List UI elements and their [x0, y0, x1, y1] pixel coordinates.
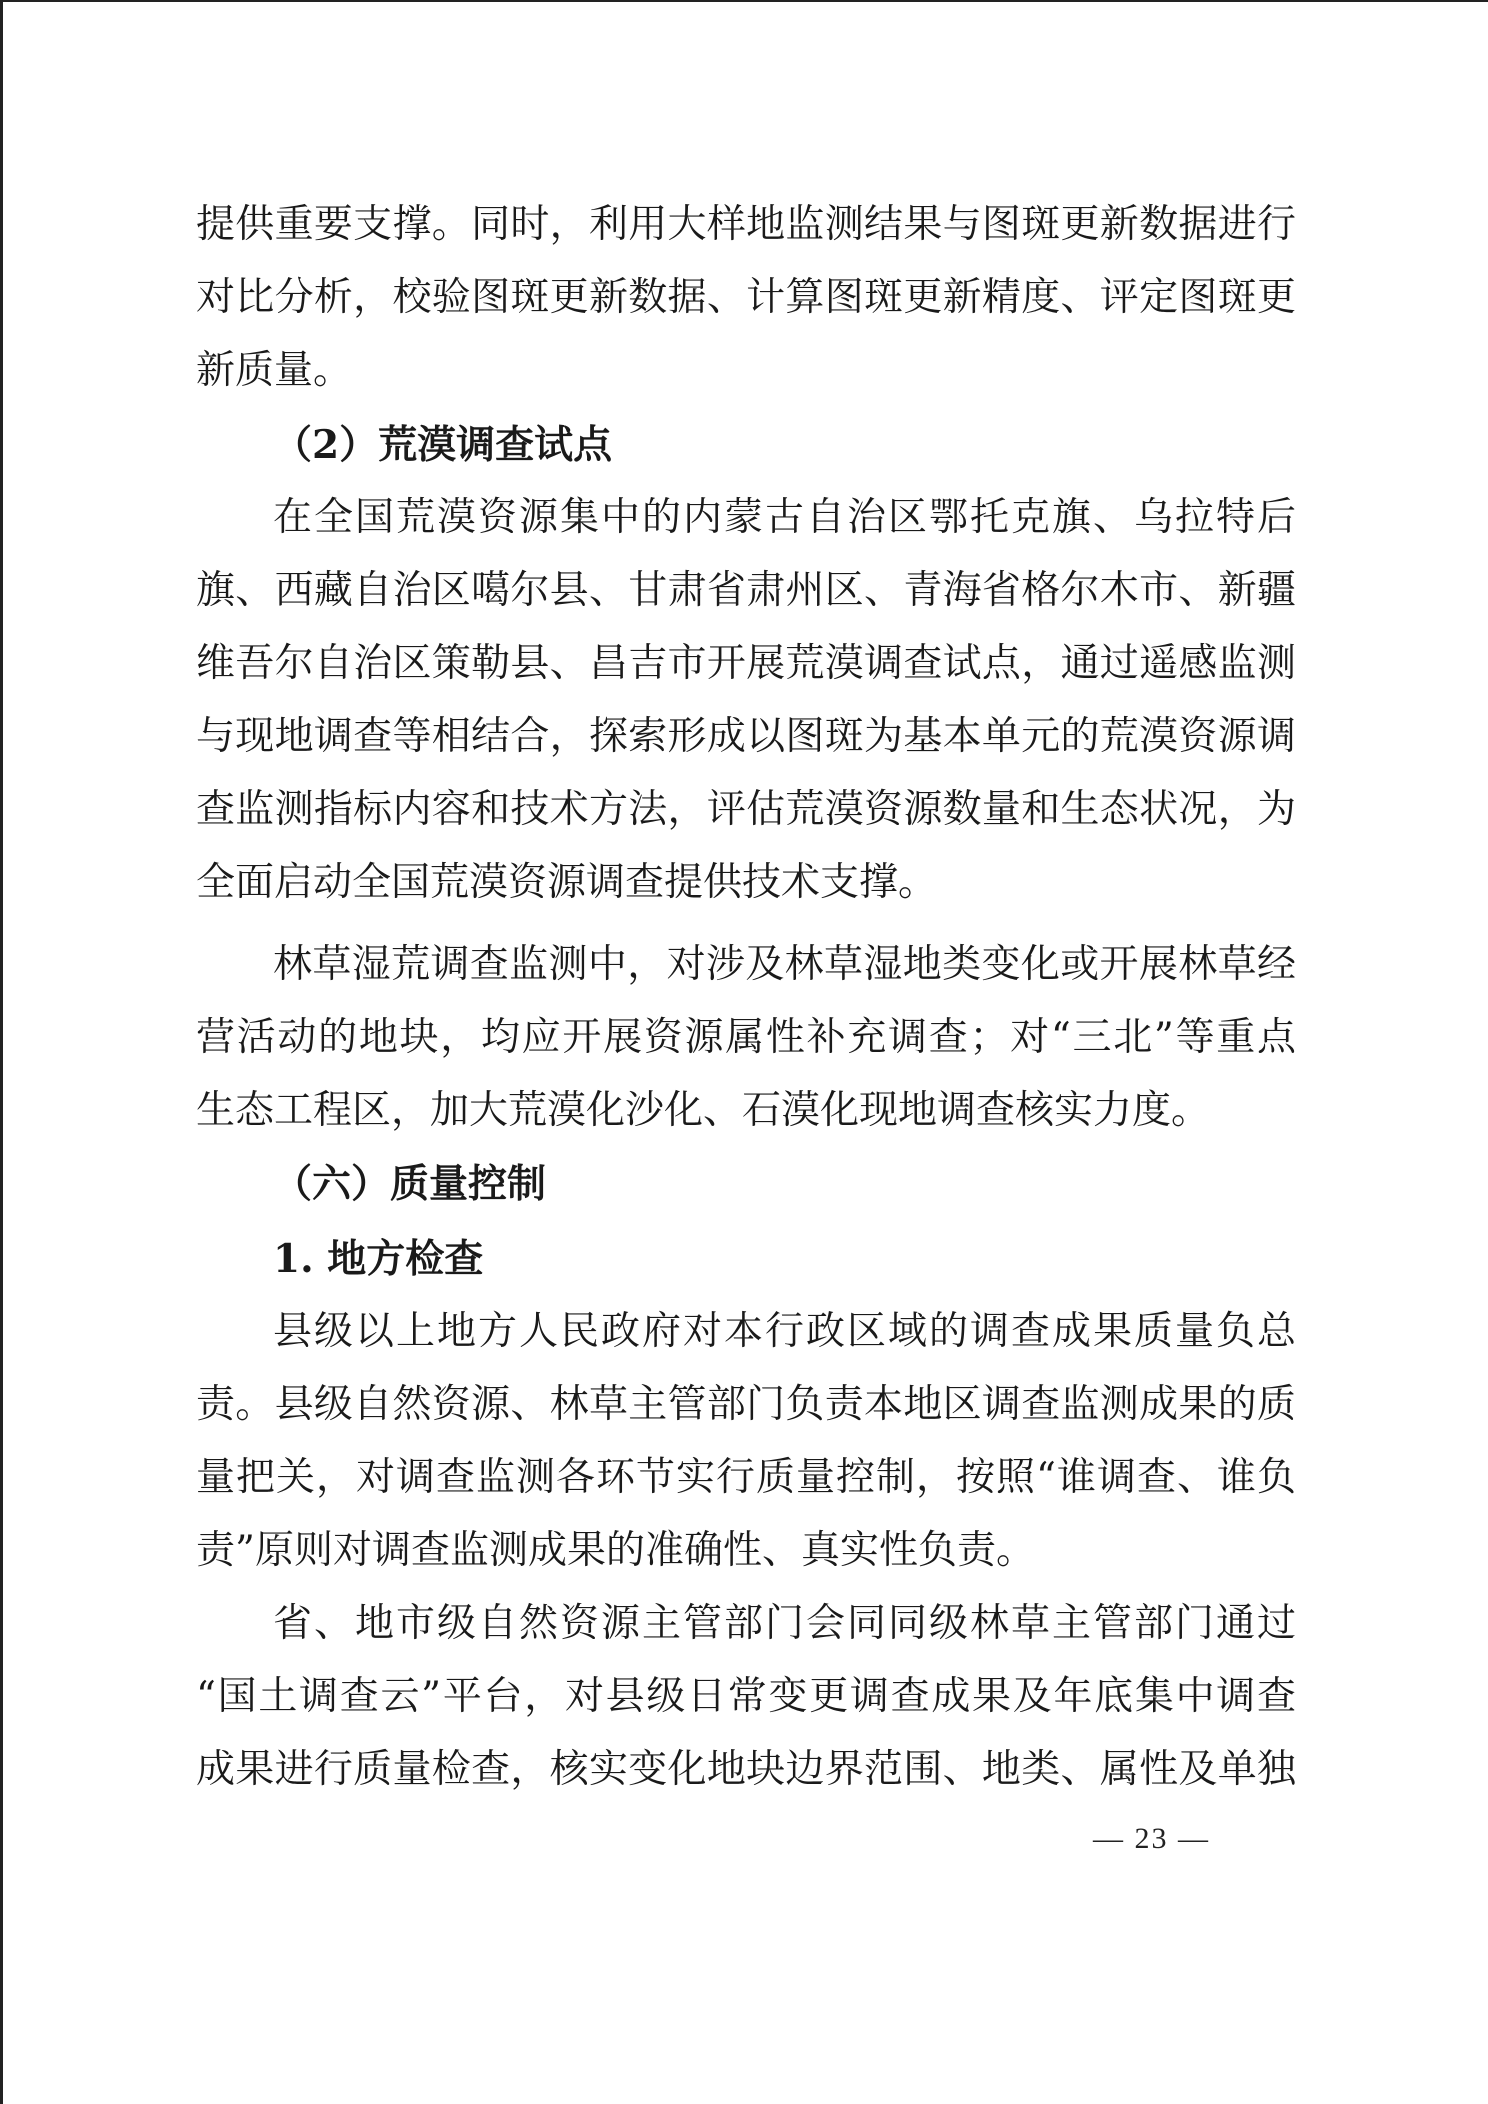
paragraph-line: 生态工程区，加大荒漠化沙化、石漠化现地调查核实力度。 — [196, 1088, 1211, 1133]
paragraph-line: 与现地调查等相结合，探索形成以图斑为基本单元的荒漠资源调 — [196, 714, 1296, 759]
subsection-heading: 1. 地方检查 — [273, 1236, 484, 1282]
section-heading: （六）质量控制 — [273, 1162, 547, 1207]
paragraph-line: 成果进行质量检查，核实变化地块边界范围、地类、属性及单独 — [196, 1747, 1296, 1792]
paragraph-line: 新质量。 — [196, 348, 353, 393]
paragraph-line: 责”原则对调查监测成果的准确性、真实性负责。 — [196, 1528, 1035, 1573]
subsection-heading: （2）荒漠调查试点 — [273, 422, 613, 468]
paragraph-line: 林草湿荒调查监测中，对涉及林草湿地类变化或开展林草经 — [273, 942, 1296, 987]
paragraph-line: 量把关，对调查监测各环节实行质量控制，按照“谁调查、谁负 — [196, 1455, 1296, 1500]
paragraph-line: 县级以上地方人民政府对本行政区域的调查成果质量负总 — [273, 1309, 1296, 1354]
paragraph-line: 省、地市级自然资源主管部门会同同级林草主管部门通过 — [273, 1601, 1296, 1646]
paragraph-line: 旗、西藏自治区噶尔县、甘肃省肃州区、青海省格尔木市、新疆 — [196, 568, 1296, 613]
paragraph-line: 全面启动全国荒漠资源调查提供技术支撑。 — [196, 860, 938, 905]
paragraph-line: “国土调查云”平台，对县级日常变更调查成果及年底集中调查 — [196, 1674, 1296, 1719]
paragraph-line: 营活动的地块，均应开展资源属性补充调查；对“三北”等重点 — [196, 1015, 1296, 1060]
paragraph-line: 提供重要支撑。同时，利用大样地监测结果与图斑更新数据进行 — [196, 202, 1296, 247]
paragraph-line: 对比分析，校验图斑更新数据、计算图斑更新精度、评定图斑更 — [196, 275, 1296, 320]
paragraph-line: 在全国荒漠资源集中的内蒙古自治区鄂托克旗、乌拉特后 — [273, 495, 1296, 540]
paragraph-line: 查监测指标内容和技术方法，评估荒漠资源数量和生态状况，为 — [196, 787, 1296, 832]
paragraph-line: 维吾尔自治区策勒县、昌吉市开展荒漠调查试点，通过遥感监测 — [196, 641, 1296, 686]
page-number: — 23 — — [1093, 1822, 1210, 1855]
paragraph-line: 责。县级自然资源、林草主管部门负责本地区调查监测成果的质 — [196, 1382, 1296, 1427]
